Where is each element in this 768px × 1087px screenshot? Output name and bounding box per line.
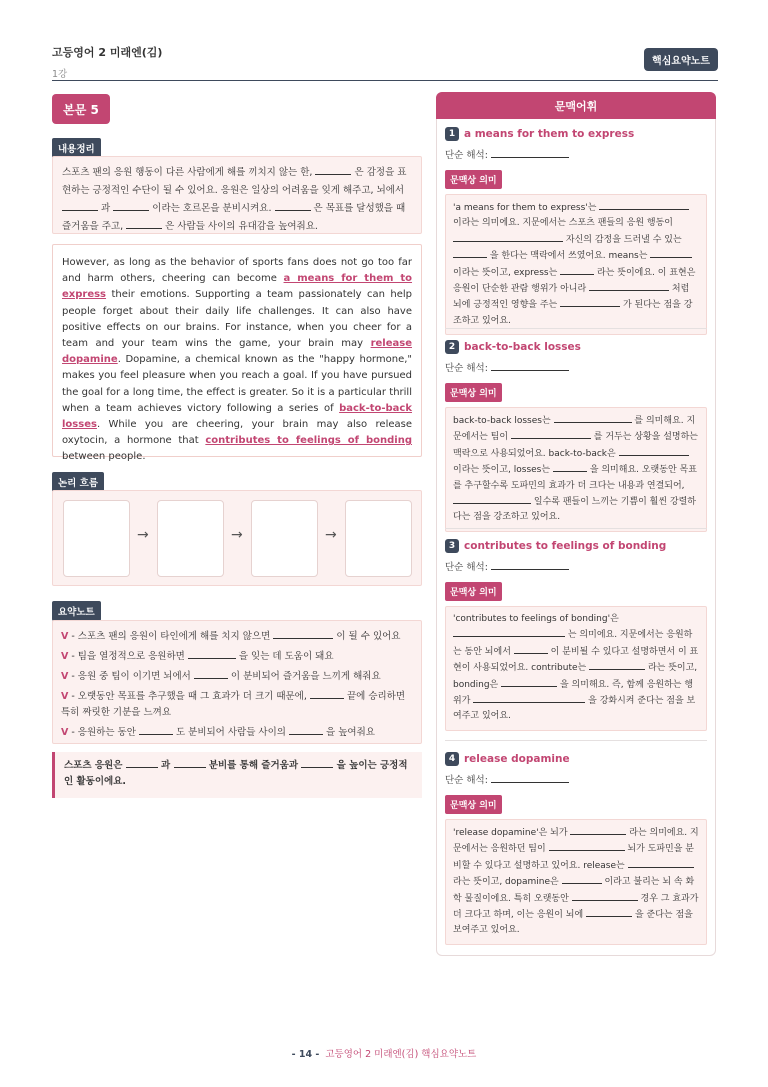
note-text: 끝에 승리하면 특히 짜릿한 기분을 느껴요 — [61, 691, 406, 718]
blank — [599, 200, 689, 210]
summary-text: 은 목표를 달성했을 때 즐거움을 주고, — [62, 203, 406, 232]
literal-label: 단순 해석: — [445, 150, 488, 161]
highlight-phrase: release dopamine — [62, 338, 412, 366]
literal-translation — [445, 360, 707, 374]
context-tag: 문맥상 의미 — [445, 582, 502, 601]
literal-label: 단순 해석: — [445, 363, 488, 374]
context-text: 라는 뜻이고, bonding은 — [453, 663, 698, 690]
context-text: 을 준다는 점을 보여주고 있어요. — [453, 910, 693, 936]
passage-text: their emotions. Supporting a team passionately can help people forget about their daily life challenges. It can also have positive effects on our brains. For instance, when you cheer for a team and your team wins the game, your brain may — [62, 289, 412, 350]
context-text: 를 의미해요. 지문에서는 팀이 — [453, 416, 696, 443]
blank — [275, 201, 311, 211]
blank — [491, 560, 569, 570]
blank — [491, 361, 569, 371]
check-mark: V — [61, 727, 69, 738]
vocab-item — [445, 752, 707, 945]
passage-text: between people. — [62, 451, 146, 463]
context-text: 'release dopamine'은 뇌가 — [453, 828, 568, 838]
context-text: 를 거두는 상황을 설명하는 맥락으로 사용되었어요. back-to-back은 — [453, 432, 698, 459]
arrow-right-icon: → — [137, 527, 149, 543]
literal-label: 단순 해석: — [445, 562, 488, 573]
blank — [589, 660, 645, 670]
check-mark: V — [61, 691, 69, 702]
vocab-number: 1 — [445, 127, 459, 141]
vocab-number: 2 — [445, 340, 459, 354]
flow-card[interactable] — [157, 500, 224, 577]
conclusion-box — [52, 752, 422, 798]
note-text: - 오랫동안 목표를 추구했을 때 그 효과가 더 크기 때문에, — [71, 691, 307, 702]
note-text: - 응원 중 팀이 이기면 뇌에서 — [71, 671, 191, 682]
context-text: 을 한다는 맥락에서 쓰였어요. means는 — [489, 251, 648, 262]
context-text: 이 분비될 수 있다고 설명하면서 이 표현이 사용되었어요. contribute는 — [453, 646, 699, 674]
note-item — [61, 647, 413, 667]
context-text: 'contributes to feelings of bonding'은 — [453, 614, 619, 624]
passage-box — [52, 244, 422, 463]
blank — [453, 627, 565, 637]
blank — [554, 413, 632, 423]
footer-title: 고등영어 2 미래엔(김) 핵심요약노트 — [325, 1049, 477, 1060]
blank — [511, 429, 591, 439]
conclusion-text: 을 높이는 긍정적인 활동이에요. — [64, 760, 408, 787]
check-mark: V — [61, 651, 69, 662]
context-text: 일수록 팬들이 느끼는 기쁨이 훨씬 강렬하다는 점을 강조하고 있어요. — [453, 497, 696, 523]
note-text: - 응원하는 동안 — [71, 727, 136, 738]
vocab-term — [445, 340, 707, 354]
note-text: 이 분비되어 즐거움을 느끼게 해줘요 — [230, 671, 381, 682]
blank — [62, 201, 98, 211]
passage-text: . Dopamine, a chemical known as the "happy hormone," makes you feel pleasure when you reach a goal. If you have pursued the goal for a long time, the effect is greater. So it is a particular thrill when a team achieves victory following a series of — [62, 354, 412, 414]
context-text: back-to-back losses는 — [453, 416, 551, 426]
blank — [315, 165, 351, 175]
blank — [560, 265, 594, 275]
blank — [549, 841, 625, 851]
arrow-right-icon: → — [231, 527, 243, 543]
blank — [188, 649, 236, 659]
blank — [589, 281, 669, 291]
context-text: 뇌가 도파민을 분비할 수 있다고 설명하고 있어요. release는 — [453, 844, 695, 871]
page-header — [52, 44, 718, 80]
highlight-phrase: contributes to feelings of bonding — [205, 435, 412, 447]
context-text: 이라는 의미에요. 지문에서는 스포츠 팬들의 응원 행동이 — [453, 218, 673, 229]
section-title: 본문 5 — [52, 94, 110, 124]
vocab-number: 3 — [445, 539, 459, 553]
blank — [560, 297, 620, 307]
blank — [139, 725, 173, 735]
blank — [473, 693, 585, 703]
note-text: 도 분비되어 사람들 사이의 — [175, 727, 286, 738]
blank — [572, 891, 638, 901]
check-mark: V — [61, 671, 69, 682]
summary-text: 은 사람들 사이의 유대감을 높여줘요. — [165, 221, 318, 232]
divider — [445, 528, 707, 529]
blank — [619, 446, 689, 456]
summary-box — [52, 156, 422, 234]
blank — [491, 773, 569, 783]
vocab-term-text: back-to-back losses — [464, 341, 581, 353]
header-badge: 핵심요약노트 — [644, 48, 718, 71]
blank — [501, 677, 557, 687]
conclusion-text: 분비를 통해 즐거움과 — [208, 760, 299, 771]
divider — [445, 740, 707, 741]
blank — [628, 858, 694, 868]
highlight-phrase: back-to-back losses — [62, 402, 412, 431]
notes-box — [52, 620, 422, 744]
vocab-term-text: release dopamine — [464, 753, 570, 765]
summary-tag: 내용정리 — [52, 138, 101, 158]
vocab-term-text: contributes to feelings of bonding — [464, 540, 667, 552]
blank — [174, 758, 206, 768]
summary-text: 은 감정을 표현하는 긍정적인 수단이 될 수 있어요. 응원은 일상의 어려움을 잊게 해주고, 뇌에서 — [62, 167, 407, 196]
context-box — [445, 407, 707, 532]
context-text: 라는 의미에요. 지문에서는 응원하던 팀이 — [453, 828, 699, 855]
literal-translation — [445, 559, 707, 573]
context-text: 경우 그 효과가 더 크다고 하며, 이는 응원이 뇌에 — [453, 893, 699, 921]
context-text: 라는 뜻이고, dopamine은 — [453, 877, 559, 888]
context-text: 을 의미해요. 즉, 함께 응원하는 행위가 — [453, 679, 694, 707]
summary-text: 스포츠 팬의 응원 행동이 다른 사람에게 해를 끼치지 않는 한, — [62, 167, 313, 178]
vocab-term-text: a means for them to express — [464, 128, 635, 140]
blank — [113, 201, 149, 211]
note-item — [61, 627, 413, 647]
context-box — [445, 606, 707, 731]
blank — [310, 689, 344, 699]
page-number: - 14 - — [291, 1049, 320, 1060]
context-text: 라는 뜻이에요. 이 표현은 응원이 단순한 관람 행위가 아니라 — [453, 267, 696, 295]
flow-card[interactable] — [345, 500, 412, 577]
context-tag: 문맥상 의미 — [445, 795, 502, 814]
note-text: 이 될 수 있어요 — [336, 631, 401, 642]
note-item — [61, 723, 413, 743]
flow-card[interactable] — [251, 500, 318, 577]
vocab-item — [445, 340, 707, 532]
notes-tag: 요약노트 — [52, 601, 101, 621]
blank — [194, 669, 228, 679]
context-tag: 문맥상 의미 — [445, 170, 502, 189]
blank — [126, 219, 162, 229]
context-text: 처럼 뇌에 긍정적인 영향을 주는 — [453, 284, 690, 311]
note-item — [61, 667, 413, 687]
blank — [453, 494, 531, 504]
conclusion-text: 과 — [161, 760, 171, 771]
highlight-phrase: a means for them to express — [62, 273, 413, 301]
blank — [514, 644, 548, 654]
context-text: 을 의미해요. 오랫동안 목표를 추구할수록 도파민의 효과가 더 크다는 내용과 연결되어, — [453, 465, 697, 491]
context-text: 는 의미에요. 지문에서는 응원하는 동안 뇌에서 — [453, 630, 693, 657]
course-title: 고등영어 2 미래엔(김) — [52, 46, 163, 59]
blank — [273, 629, 333, 639]
note-text: - 팀을 열정적으로 응원하면 — [71, 651, 185, 662]
page-footer — [0, 1046, 768, 1060]
vocab-panel-title: 문맥어휘 — [436, 92, 716, 119]
vocab-item — [445, 539, 707, 731]
context-box — [445, 819, 707, 945]
blank — [453, 232, 563, 242]
summary-text: 이라는 호르몬을 분비시켜요. — [152, 203, 272, 214]
literal-translation — [445, 772, 707, 786]
note-item — [61, 689, 413, 721]
blank — [650, 248, 692, 258]
conclusion-text: 스포츠 응원은 — [64, 760, 123, 771]
blank — [570, 825, 626, 835]
divider — [445, 328, 707, 329]
summary-text: 과 — [101, 203, 111, 214]
context-text: 'a means for them to express'는 — [453, 203, 597, 213]
context-tag: 문맥상 의미 — [445, 383, 502, 402]
note-text: 을 잊는 데 도움이 돼요 — [238, 651, 334, 662]
passage-text: . While you are cheering, your brain may also release oxytocin, a hormone that — [62, 419, 412, 447]
context-box — [445, 194, 707, 335]
context-text: 이라는 뜻이고, losses는 — [453, 465, 551, 476]
flow-box — [52, 490, 422, 586]
vocab-number: 4 — [445, 752, 459, 766]
blank — [126, 758, 158, 768]
vocab-term — [445, 127, 707, 141]
flow-card[interactable] — [63, 500, 130, 577]
flow-tag: 논리 흐름 — [52, 472, 104, 492]
blank — [562, 874, 602, 884]
vocab-term — [445, 539, 707, 553]
context-text: 이라는 뜻이고, express는 — [453, 267, 558, 278]
arrow-right-icon: → — [325, 527, 337, 543]
blank — [553, 462, 587, 472]
blank — [301, 758, 333, 768]
blank — [491, 148, 569, 158]
literal-label: 단순 해석: — [445, 775, 488, 786]
context-text: 을 강화시켜 준다는 점을 보여주고 있어요. — [453, 696, 696, 722]
context-text: 이라고 불리는 뇌 속 화학 물질이에요. 특히 오랫동안 — [453, 877, 695, 904]
note-text: 을 높여줘요 — [326, 727, 375, 738]
note-text: - 스포츠 팬의 응원이 타인에게 해를 치지 않으면 — [71, 631, 271, 642]
blank — [289, 725, 323, 735]
passage-text: However, as long as the behavior of sports fans does not go too far and harm others, cheering can become — [62, 257, 412, 285]
blank — [453, 248, 487, 258]
context-text: 자신의 감정을 드러낼 수 있는 — [565, 234, 682, 245]
context-text: 가 된다는 점을 강조하고 있어요. — [453, 300, 693, 326]
vocab-item — [445, 127, 707, 335]
literal-translation — [445, 147, 707, 161]
header-divider — [52, 80, 718, 81]
lesson-label: 1강 — [52, 69, 68, 80]
vocab-term — [445, 752, 707, 766]
check-mark: V — [61, 631, 69, 642]
blank — [586, 907, 632, 917]
